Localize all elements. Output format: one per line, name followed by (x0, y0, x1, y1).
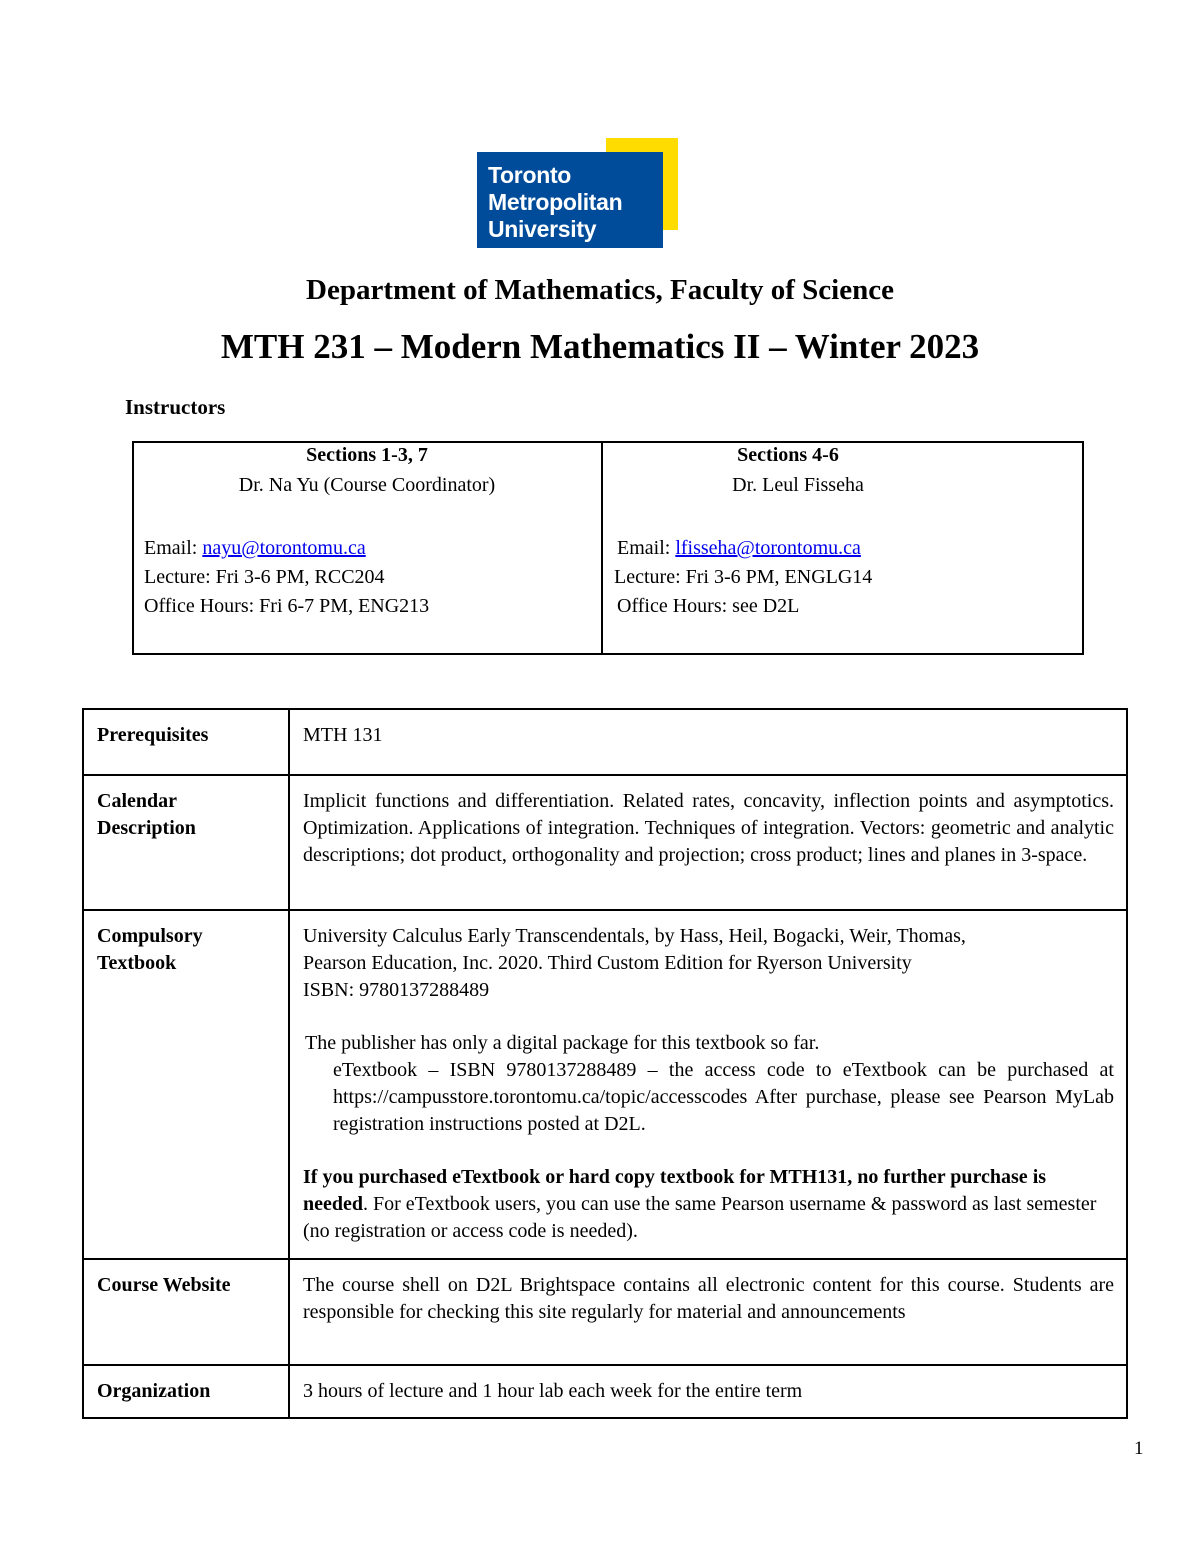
table-row-calendar (83, 775, 1127, 910)
left-email-label: Email: (144, 537, 203, 559)
left-sections-heading: Sections 1-3, 7 (306, 444, 428, 466)
right-email-line (617, 537, 861, 560)
calendar-description-label (83, 775, 289, 910)
right-email-label: Email: (617, 537, 676, 559)
logo-text-line-1: Toronto (488, 162, 572, 188)
table-row-textbook (83, 910, 1127, 1259)
table-row-organization (83, 1365, 1127, 1418)
calendar-description-value: Implicit functions and differentiation. Related rates, concavity, inflection points and asymptotics. Optimization. Applications of integration. Techniques of integration. Vectors: geometric and analytic descriptions; dot product, orthogonality and projection; cross product; lines and planes in 3-space. (289, 775, 1127, 910)
logo-blue-block (477, 152, 663, 248)
right-sections-heading: Sections 4-6 (737, 444, 839, 466)
university-logo (477, 138, 679, 248)
left-email-line (144, 537, 366, 560)
textbook-label-line-2: Textbook (97, 952, 177, 974)
textbook-value (289, 910, 1127, 1259)
table-row-website (83, 1259, 1127, 1365)
organization-value: 3 hours of lecture and 1 hour lab each week for the entire term (289, 1365, 1127, 1418)
textbook-label (83, 910, 289, 1259)
course-website-label: Course Website (83, 1259, 289, 1365)
course-info-table (82, 708, 1128, 1419)
textbook-label-line-1: Compulsory (97, 925, 203, 947)
logo-text-line-2: Metropolitan (488, 189, 623, 215)
right-office-hours: Office Hours: see D2L (617, 595, 800, 617)
textbook-etext-info: eTextbook – ISBN 9780137288489 – the access code to eTextbook can be purchased at https://campusstore.torontomu.ca/topic/accesscodes After purchase, please see Pearson MyLab registration instructions posted at D2L. (333, 1059, 1114, 1135)
table-row-prerequisites (83, 709, 1127, 775)
prerequisites-label: Prerequisites (83, 709, 289, 775)
instructors-heading: Instructors (125, 395, 226, 419)
textbook-purchase-note-rest: . For eTextbook users, you can use the same Pearson username & password as last semester (no registration or access code is needed). (303, 1193, 1097, 1242)
textbook-digital-note: The publisher has only a digital package for this textbook so far. (305, 1032, 820, 1054)
course-title: MTH 231 – Modern Mathematics II – Winter 2023 (220, 327, 980, 366)
textbook-citation-line-2: Pearson Education, Inc. 2020. Third Custom Edition for Ryerson University (303, 952, 912, 974)
right-lecture-info: Lecture: Fri 3-6 PM, ENGLG14 (614, 566, 873, 588)
course-website-value: The course shell on D2L Brightspace contains all electronic content for this course. Students are responsible for checking this site regularly for material and announcements (289, 1259, 1127, 1365)
left-lecture-info: Lecture: Fri 3-6 PM, RCC204 (144, 566, 385, 588)
right-instructor-name: Dr. Leul Fisseha (732, 474, 864, 496)
organization-label: Organization (83, 1365, 289, 1418)
prerequisites-value: MTH 131 (289, 709, 1127, 775)
textbook-purchase-note (303, 1164, 1114, 1245)
calendar-label-line-1: Calendar (97, 790, 177, 812)
calendar-label-line-2: Description (97, 817, 196, 839)
textbook-citation-line-1: University Calculus Early Transcendentals, by Hass, Heil, Bogacki, Weir, Thomas, (303, 925, 966, 947)
right-email-link[interactable]: lfisseha@torontomu.ca (675, 537, 861, 559)
left-email-link[interactable]: nayu@torontomu.ca (202, 537, 366, 559)
textbook-isbn: ISBN: 9780137288489 (303, 979, 490, 1001)
left-office-hours: Office Hours: Fri 6-7 PM, ENG213 (144, 595, 430, 617)
page-number: 1 (1134, 1438, 1144, 1459)
textbook-purchase-note-bold: If you purchased eTextbook or hard copy textbook for MTH131, no further purchase is needed (303, 1166, 1047, 1215)
left-instructor-name: Dr. Na Yu (Course Coordinator) (238, 474, 496, 496)
logo-text-line-3: University (488, 216, 597, 242)
department-title: Department of Mathematics, Faculty of Science (306, 274, 894, 306)
